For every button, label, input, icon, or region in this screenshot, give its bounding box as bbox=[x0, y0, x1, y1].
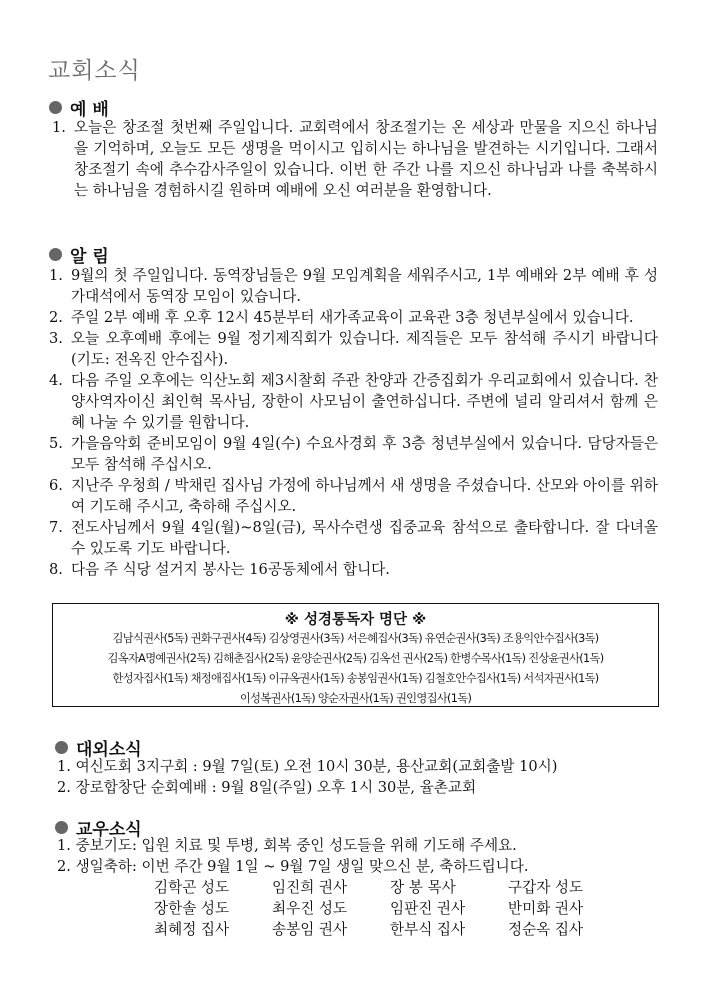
item-text: 주일 2부 예배 후 오후 12시 45분부터 새가족교육이 교육관 3층 청년부실에서 있습니다. bbox=[71, 309, 634, 326]
notice-item bbox=[49, 517, 658, 559]
birthday-name: 한부식 집사 bbox=[390, 921, 466, 938]
item-number: 8. bbox=[49, 561, 63, 578]
birthday-name: 장한솔 성도 bbox=[154, 900, 230, 917]
item-number: 1. bbox=[52, 119, 66, 136]
birthday-name: 장 봉 목사 bbox=[390, 879, 456, 896]
worship-heading-text: 예 배 bbox=[70, 100, 109, 120]
birthday-notice: 2. 생일축하: 이번 주간 9월 1일 ~ 9월 7일 생일 맞으신 분, 축하드립니다. bbox=[57, 858, 529, 875]
notice-item bbox=[49, 370, 658, 433]
birthday-name: 임진희 권사 bbox=[272, 879, 348, 896]
external-item: 2. 장로합창단 순회예배 : 9월 8일(주일) 오후 1시 30분, 율촌교회 bbox=[57, 779, 477, 796]
item-text: 다음 주일 오후에는 익산노회 제3시찰회 주관 찬양과 간증집회가 우리교회에서 있습니다. 찬양사역자이신 최인혁 목사님, 장한이 사모님이 출연하십니다. 주변에 널리 알리셔서 함께 은혜 나눌 수 있기를 원합니다. bbox=[71, 372, 658, 431]
item-text: 지난주 우청희 / 박채린 집사님 가정에 하나님께서 새 생명을 주셨습니다. 산모와 아이를 위하여 기도해 주시고, 축하해 주십시오. bbox=[71, 477, 658, 515]
worship-list bbox=[52, 117, 658, 201]
birthday-name: 송봉임 권사 bbox=[272, 921, 348, 938]
worship-item bbox=[52, 117, 658, 201]
notices-heading-text: 알 림 bbox=[70, 247, 109, 267]
bible-readers-line: 김옥자A명예권사(2독) 김해춘집사(2독) 윤양순권사(2독) 김옥선 권사(2독) 한병수목사(1독) 진상윤권사(1독) bbox=[107, 652, 604, 665]
item-text: 다음 주 식당 설거지 봉사는 16공동체에서 합니다. bbox=[71, 561, 390, 578]
notice-item bbox=[49, 328, 658, 370]
birthday-name: 김학곤 성도 bbox=[154, 879, 230, 896]
birthday-name: 정순옥 집사 bbox=[508, 921, 584, 938]
item-number: 4. bbox=[49, 372, 63, 389]
bible-readers-box bbox=[52, 603, 659, 707]
notice-item bbox=[49, 307, 658, 328]
notice-item bbox=[49, 265, 658, 307]
bullet-icon bbox=[49, 101, 62, 114]
birthday-name: 최혜정 집사 bbox=[154, 921, 230, 938]
birthday-name: 반미화 권사 bbox=[508, 900, 584, 917]
item-number: 3. bbox=[49, 330, 63, 347]
members-heading-text: 교우소식 bbox=[76, 820, 142, 840]
birthday-names bbox=[154, 877, 618, 940]
bible-readers-line: 김남식권사(5독) 권화구권사(4독) 김상영권사(3독) 서은혜집사(3독) 유연순권사(3독) 조용익안수집사(3독) bbox=[112, 632, 599, 645]
notice-item bbox=[49, 475, 658, 517]
birthday-name: 최우진 성도 bbox=[272, 900, 348, 917]
notice-item bbox=[49, 559, 658, 580]
item-text: 오늘은 창조절 첫번째 주일입니다. 교회력에서 창조절기는 온 세상과 만물을 지으신 하나님을 기억하며, 오늘도 모든 생명을 먹이시고 입히시는 하나님을 발견하는 시기입니다. 그래서 창조절기 속에 추수감사주일이 있습니다. 이번 한 주간 나를 지으신 하나님과 나를 축복하시는 하나님을 경험하시길 원하며 예배에 오신 여러분을 환영합니다. bbox=[74, 119, 658, 199]
bullet-icon bbox=[55, 741, 68, 754]
page-title: 교회소식 bbox=[48, 58, 141, 84]
external-heading-text: 대외소식 bbox=[76, 740, 142, 760]
birthday-name: 임판진 권사 bbox=[390, 900, 466, 917]
item-number: 1. bbox=[49, 267, 63, 284]
item-text: 오늘 오후예배 후에는 9월 정기제직회가 있습니다. 제직들은 모두 참석해 주시기 바랍니다(기도: 전옥진 안수집사). bbox=[71, 330, 658, 368]
birthday-name: 구갑자 성도 bbox=[508, 879, 584, 896]
bible-readers-line: 한성자집사(1독) 채정애집사(1독) 이규옥권사(1독) 송봉임권사(1독) 김철호안수집사(1독) 서석자권사(1독) bbox=[112, 672, 599, 685]
bullet-icon bbox=[55, 821, 68, 834]
bible-readers-title: ※ 성경통독자 명단 ※ bbox=[284, 612, 427, 628]
bible-readers-line: 이성복권사(1독) 양순자권사(1독) 권인영집사(1독) bbox=[239, 692, 472, 705]
item-text: 9월의 첫 주일입니다. 동역장님들은 9월 모임계획을 세워주시고, 1부 예배와 2부 예배 후 성가대석에서 동역장 모임이 있습니다. bbox=[71, 267, 658, 305]
members-list bbox=[57, 835, 529, 877]
item-number: 6. bbox=[49, 477, 63, 494]
notices-list bbox=[49, 265, 658, 580]
prayer-request: 1. 중보기도: 입원 치료 및 투병, 회복 중인 성도들을 위해 기도해 주세요. bbox=[57, 837, 517, 854]
bullet-icon bbox=[49, 248, 62, 261]
external-list bbox=[57, 756, 557, 798]
notices-heading bbox=[49, 242, 109, 267]
external-item: 1. 여신도회 3지구회 : 9월 7일(토) 오전 10시 30분, 용산교회(교회출발 10시) bbox=[57, 758, 558, 775]
item-number: 5. bbox=[49, 435, 63, 452]
notice-item bbox=[49, 433, 658, 475]
item-number: 2. bbox=[49, 309, 63, 326]
item-text: 전도사님께서 9월 4일(월)~8일(금), 목사수련생 집중교육 참석으로 출타합니다. 잘 다녀올 수 있도록 기도 바랍니다. bbox=[71, 519, 658, 557]
item-text: 가을음악회 준비모임이 9월 4일(수) 수요사경회 후 3층 청년부실에서 있습니다. 담당자들은 모두 참석해 주십시오. bbox=[71, 435, 658, 473]
item-number: 7. bbox=[49, 519, 63, 536]
